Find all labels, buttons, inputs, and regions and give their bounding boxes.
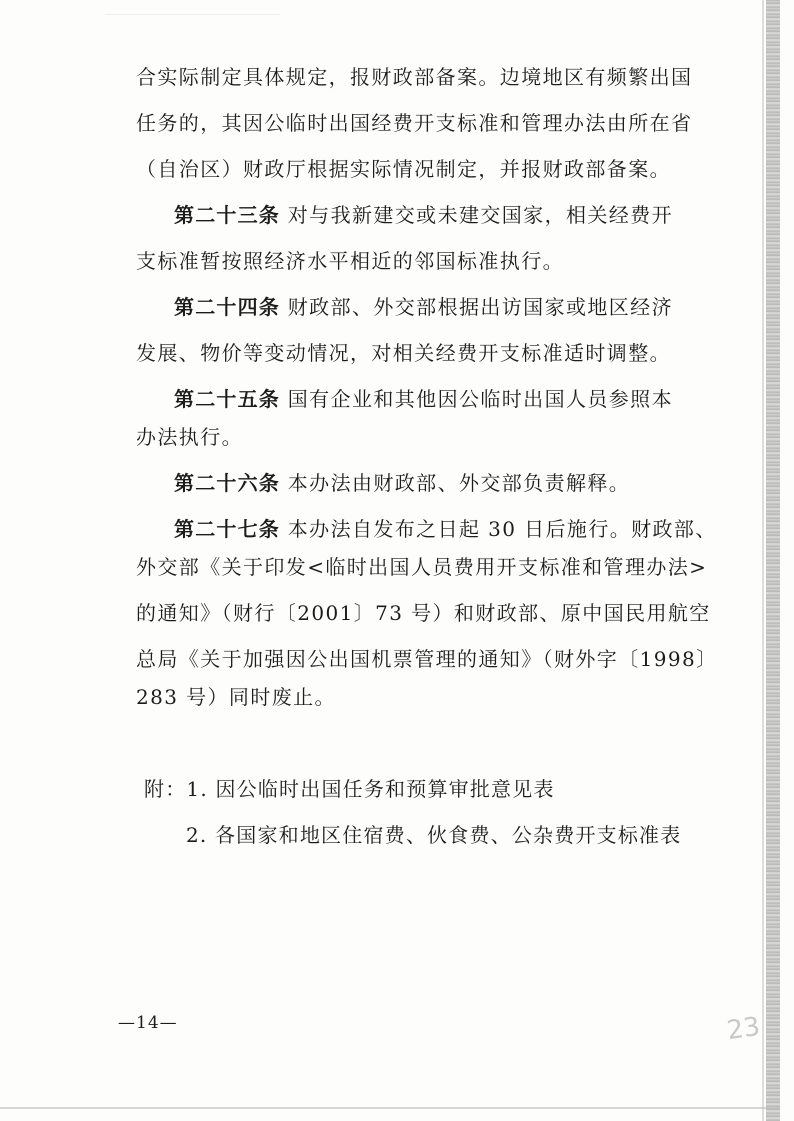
paragraph-line: 的通知》（财行〔2001〕73 号）和财政部、原中国民用航空	[136, 601, 711, 625]
article-26	[174, 470, 630, 496]
annex-item-text: 1. 因公临时出国任务和预算审批意见表	[186, 777, 555, 801]
paragraph-line: 合实际制定具体规定，报财政部备案。边境地区有频繁出国	[136, 65, 693, 89]
article-heading: 第二十三条	[174, 203, 280, 227]
article-heading: 第二十五条	[174, 387, 280, 411]
page-number: —14—	[118, 1013, 178, 1033]
paragraph-line: 外交部《关于印发<临时出国人员费用开支标准和管理办法>	[136, 555, 708, 579]
article-text: 国有企业和其他因公临时出国人员参照本	[287, 387, 673, 411]
paragraph-line: 任务的，其因公临时出国经费开支标准和管理办法由所在省	[136, 111, 693, 135]
paragraph-line: 办法执行。	[136, 425, 243, 449]
article-text: 对与我新建交或未建交国家，相关经费开	[287, 203, 673, 227]
article-heading: 第二十六条	[174, 471, 280, 495]
margin-mark: 23	[725, 1011, 763, 1047]
article-heading: 第二十七条	[174, 517, 280, 541]
paragraph-line: 总局《关于加强因公出国机票管理的通知》（财外字〔1998〕	[136, 647, 718, 671]
scan-edge-strip	[766, 0, 780, 1121]
article-text: 本办法由财政部、外交部负责解释。	[287, 471, 631, 495]
paragraph-line: 发展、物价等变动情况，对相关经费开支标准适时调整。	[136, 341, 671, 365]
paragraph-line: （自治区）财政厅根据实际情况制定，并报财政部备案。	[136, 157, 671, 181]
article-heading: 第二十四条	[174, 295, 280, 319]
scan-top-mark	[105, 0, 280, 15]
article-27	[174, 516, 717, 542]
paragraph-line: 支标准暂按照经济水平相近的邻国标准执行。	[136, 249, 564, 273]
paragraph-line: 283 号）同时废止。	[136, 685, 336, 709]
annex-item	[144, 776, 555, 802]
article-text: 财政部、外交部根据出访国家或地区经济	[287, 295, 673, 319]
article-text: 本办法自发布之日起 30 日后施行。财政部、	[287, 517, 717, 541]
scan-bottom-edge	[0, 1107, 780, 1109]
annex-label: 附：	[144, 777, 187, 801]
article-23	[174, 202, 673, 228]
article-25	[174, 386, 673, 412]
scan-edge-line	[762, 0, 764, 1121]
annex-item: 2. 各国家和地区住宿费、伙食费、公杂费开支标准表	[186, 823, 682, 847]
article-24	[174, 294, 673, 320]
